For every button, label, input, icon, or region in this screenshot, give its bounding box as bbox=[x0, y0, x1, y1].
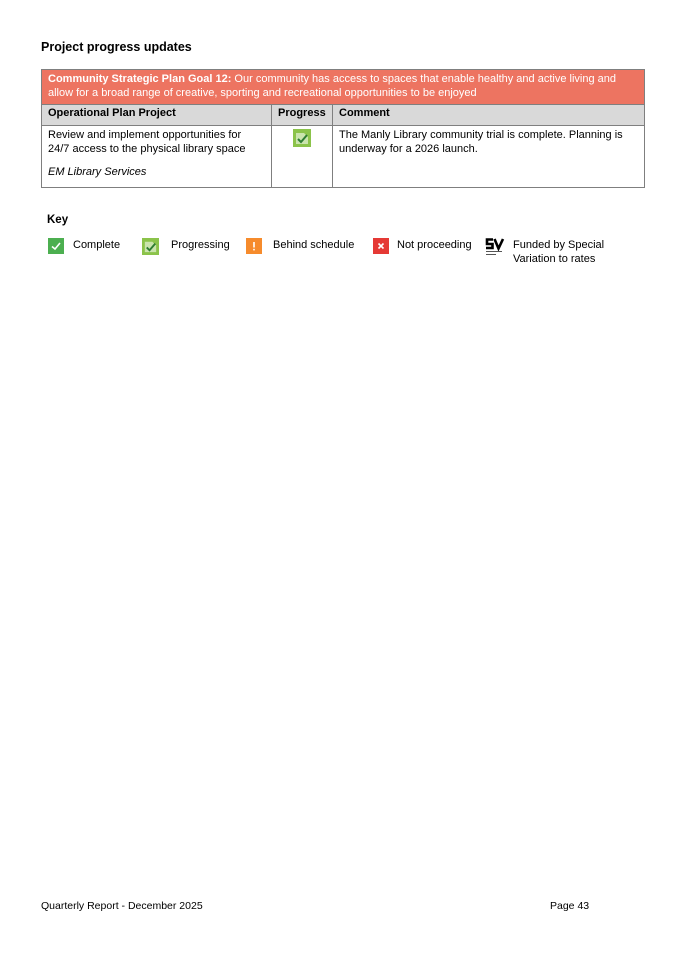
comment-cell: The Manly Library community trial is complete. Planning is underway for a 2026 launch. bbox=[333, 126, 645, 188]
not-proceeding-icon bbox=[373, 238, 389, 254]
page-title: Project progress updates bbox=[41, 40, 192, 54]
progress-table bbox=[41, 69, 645, 188]
key-label-behind-schedule: Behind schedule bbox=[273, 239, 355, 251]
progressing-icon bbox=[142, 238, 159, 255]
goal-row bbox=[42, 70, 645, 105]
goal-label: Community Strategic Plan Goal 12: bbox=[48, 73, 232, 85]
project-cell bbox=[42, 126, 272, 188]
table-header-row bbox=[42, 105, 645, 126]
footer-page-number: Page 43 bbox=[550, 900, 590, 912]
project-owner: EM Library Services bbox=[48, 166, 147, 178]
column-header-comment: Comment bbox=[333, 105, 645, 126]
column-header-project: Operational Plan Project bbox=[42, 105, 272, 126]
key-label-special-variation bbox=[513, 238, 604, 266]
column-header-progress: Progress bbox=[272, 105, 333, 126]
key-label-special-variation-line2: Variation to rates bbox=[513, 253, 596, 265]
progressing-icon bbox=[293, 129, 311, 147]
key-label-complete: Complete bbox=[73, 239, 121, 251]
table-row bbox=[42, 126, 645, 188]
complete-icon bbox=[48, 238, 64, 254]
goal-text: Our community has access to spaces that enable healthy and active living and allow for a broad range of creative, sporting and recreational opportunities to be enjoyed bbox=[48, 73, 616, 99]
key-label-special-variation-line1: Funded by Special bbox=[513, 239, 605, 251]
key-label-not-proceeding: Not proceeding bbox=[397, 239, 472, 251]
progress-cell bbox=[272, 126, 333, 188]
footer-report-title: Quarterly Report - December 2025 bbox=[41, 900, 203, 912]
project-name: Review and implement opportunities for 24/7 access to the physical library space bbox=[48, 129, 246, 155]
key-label-progressing: Progressing bbox=[171, 239, 230, 251]
special-variation-icon bbox=[484, 236, 506, 258]
goal-banner bbox=[42, 70, 645, 105]
key-title: Key bbox=[47, 214, 69, 226]
behind-schedule-icon bbox=[246, 238, 262, 254]
key-legend bbox=[48, 238, 648, 268]
